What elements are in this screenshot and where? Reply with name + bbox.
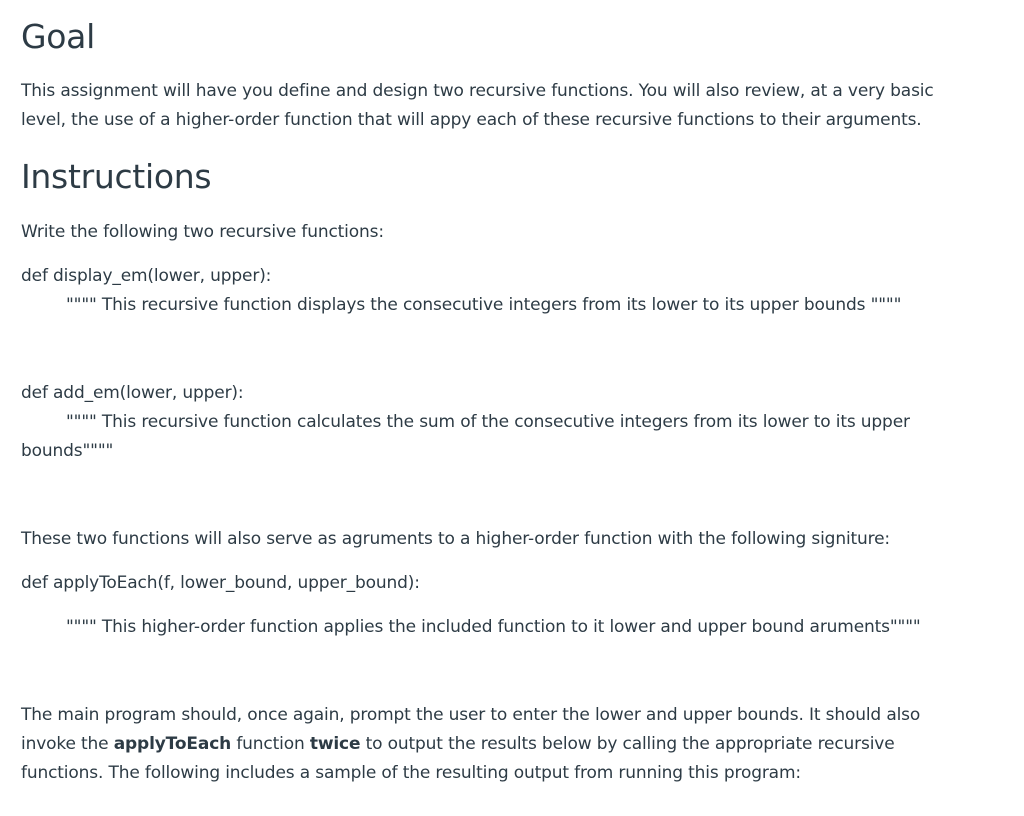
main-program-line-3: functions. The following includes a sample of the resulting output from running this program: — [21, 763, 801, 783]
main-line-2-post: to output the results below by calling the appropriate recursive — [360, 734, 895, 754]
goal-paragraph-line-1: This assignment will have you define and design two recursive functions. You will also review, at a very basic — [21, 81, 934, 101]
add-em-signature: def add_em(lower, upper): — [21, 383, 244, 403]
main-line-2-mid: function — [231, 734, 310, 754]
main-program-line-1: The main program should, once again, prompt the user to enter the lower and upper bounds. It should also — [21, 705, 921, 725]
main-line-2-pre: invoke the — [21, 734, 114, 754]
apply-to-each-docstring: """" This higher-order function applies the included function to it lower and upper bound aruments"""" — [66, 617, 921, 637]
main-program-line-2 — [21, 730, 895, 759]
instructions-intro: Write the following two recursive functions: — [21, 222, 384, 242]
add-em-docstring-line-1: """" This recursive function calculates the sum of the consecutive integers from its lower to its upper — [66, 412, 910, 432]
apply-to-each-emphasis: applyToEach — [113, 734, 232, 754]
twice-emphasis: twice — [309, 734, 361, 754]
add-em-docstring-line-2: bounds"""" — [21, 441, 114, 461]
higher-order-intro: These two functions will also serve as agruments to a higher-order function with the following signiture: — [21, 529, 891, 549]
goal-paragraph-line-2: level, the use of a higher-order function that will appy each of these recursive functions to their arguments. — [21, 110, 922, 130]
goal-heading: Goal — [21, 17, 95, 56]
display-em-signature: def display_em(lower, upper): — [21, 266, 272, 286]
apply-to-each-signature: def applyToEach(f, lower_bound, upper_bound): — [21, 573, 420, 593]
display-em-docstring: """" This recursive function displays the consecutive integers from its lower to its upper bounds """" — [66, 295, 902, 315]
instructions-heading: Instructions — [21, 157, 212, 196]
